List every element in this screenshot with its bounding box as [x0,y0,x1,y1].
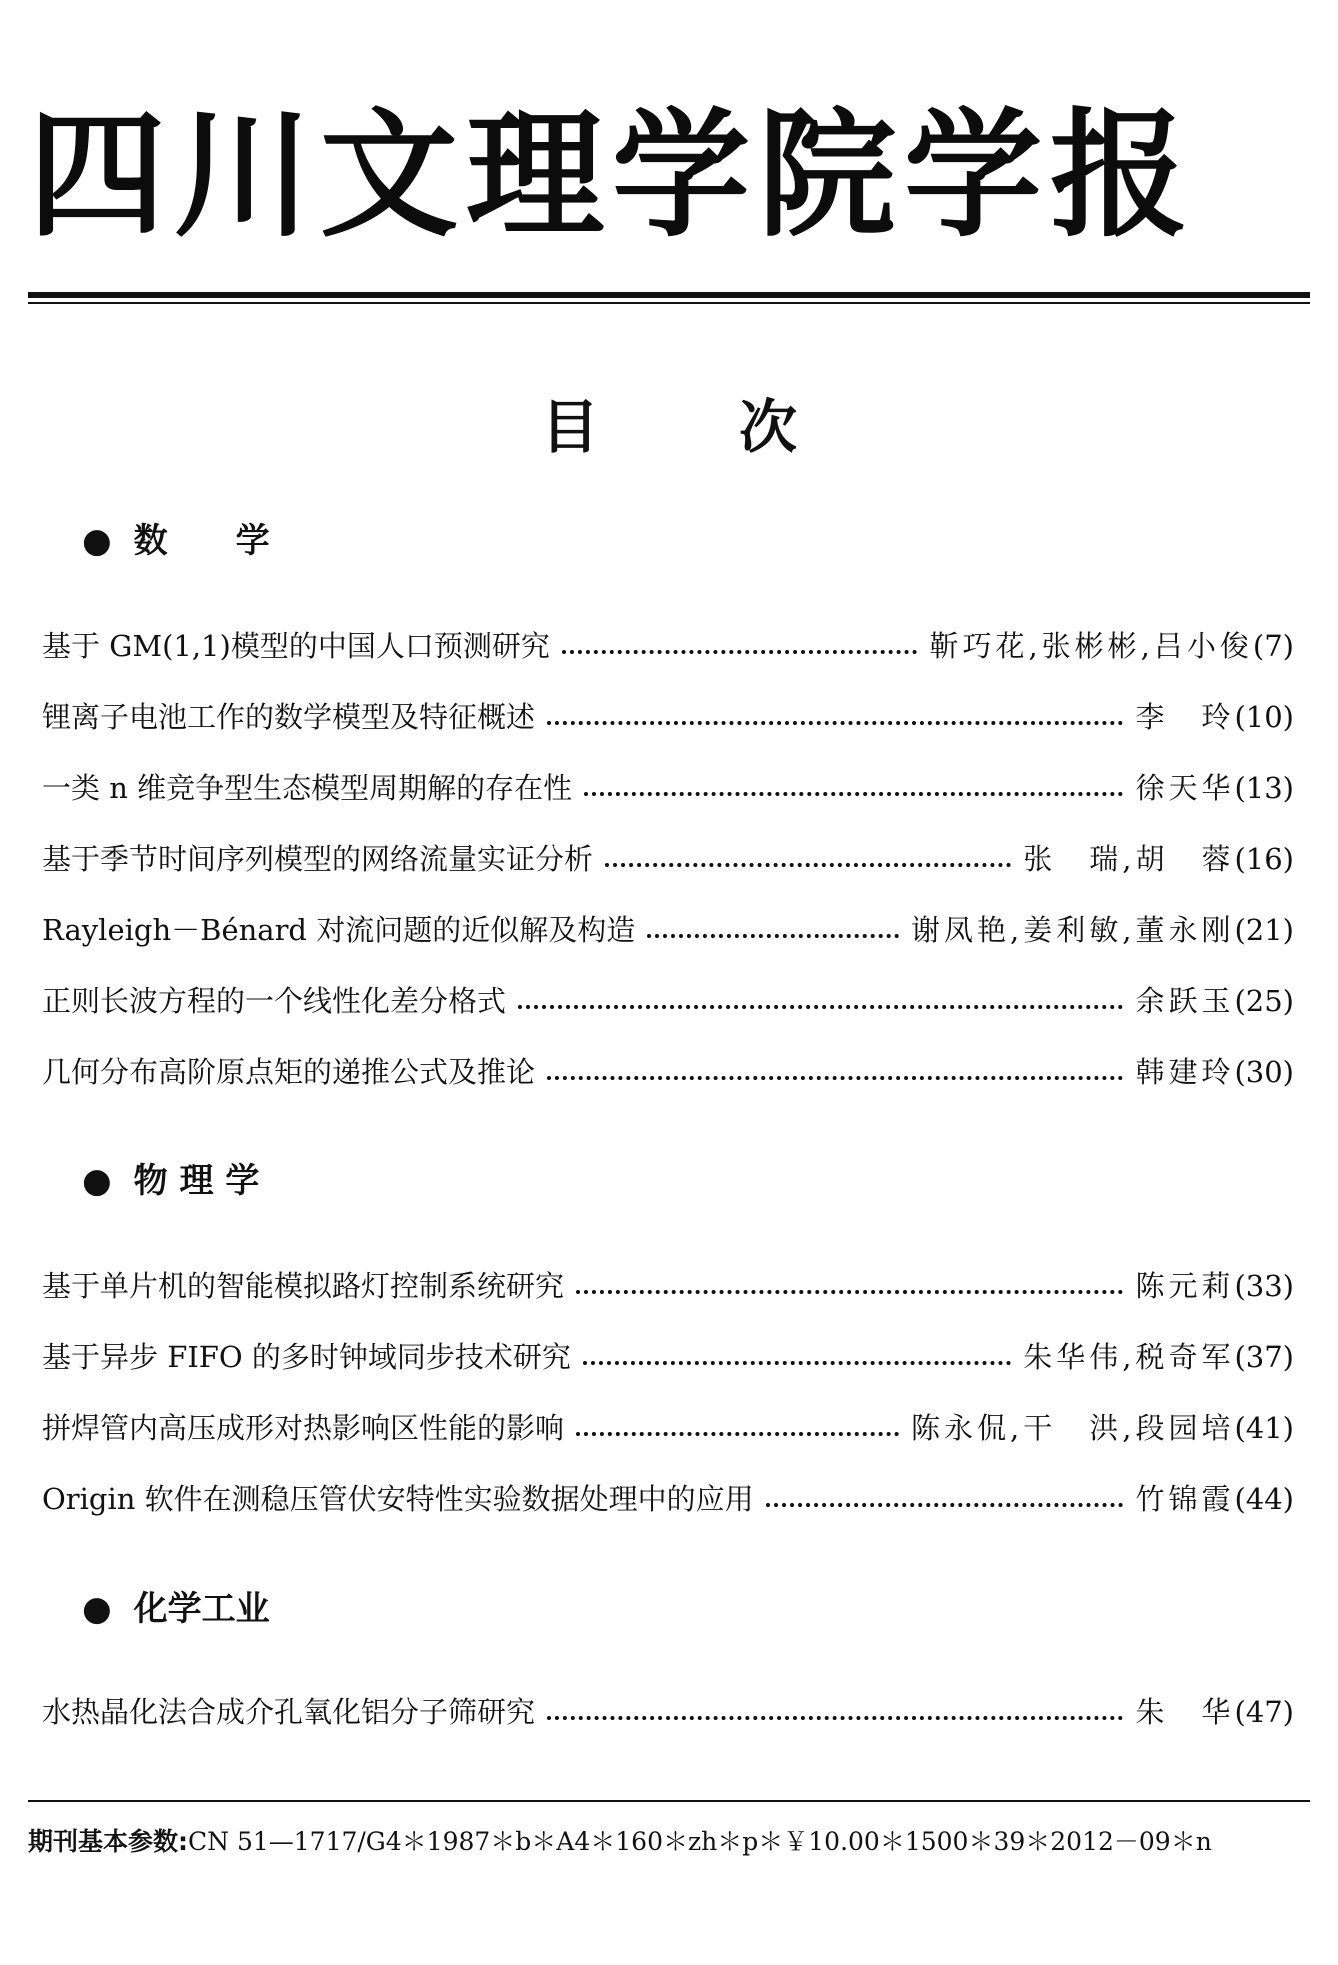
entry-authors: 谢凤艳,姜利敏,董永刚 [911,913,1235,947]
dot-leader [547,1076,1123,1080]
dot-leader [547,1716,1123,1720]
entry-title: 基于异步 FIFO 的多时钟域同步技术研究 [42,1340,571,1374]
entry-authors: 徐天华 [1135,771,1235,805]
entry-title: 基于单片机的智能模拟路灯控制系统研究 [42,1269,565,1303]
footer-rule [28,1800,1310,1802]
entry-title: 基于 GM(1,1)模型的中国人口预测研究 [42,629,550,663]
entry-authors: 张 瑞,胡 蓉 [1023,842,1235,876]
entry-authors: 朱华伟,税奇军 [1023,1340,1235,1374]
bullet-icon: ● [82,1161,112,1201]
entry-page: (44) [1234,1482,1294,1516]
entry-authors: 余跃玉 [1135,984,1235,1018]
entry-authors: 陈永侃,干 洪,段园培 [911,1411,1235,1445]
entry-title: 基于季节时间序列模型的网络流量实证分析 [42,842,594,876]
parameters-label: 期刊基本参数: [28,1827,188,1856]
entry-page: (30) [1234,1055,1294,1089]
dot-leader [518,1005,1123,1009]
entry-title: Origin 软件在测稳压管伏安特性实验数据处理中的应用 [42,1482,754,1516]
parameters-value: CN 51—1717/G4＊1987＊b＊A4＊160＊zh＊p＊￥10.00＊1500＊39＊2012－09＊n [188,1827,1212,1856]
entry-page: (41) [1234,1411,1294,1445]
entry-authors: 李 玲 [1135,700,1235,734]
toc-entry[interactable] [42,766,1294,810]
toc-entry[interactable] [42,1477,1294,1521]
section-heading-label: 数 学 [133,521,270,561]
entry-authors: 韩建玲 [1135,1055,1235,1089]
entry-authors: 竹锦霞 [1135,1482,1235,1516]
entry-page: (25) [1234,984,1294,1018]
entry-title: 几何分布高阶原点矩的递推公式及推论 [42,1055,536,1089]
entry-page: (13) [1234,771,1294,805]
entry-page: (33) [1234,1269,1294,1303]
entry-page: (47) [1234,1695,1294,1729]
entry-page: (7) [1252,629,1294,663]
entry-page: (37) [1234,1340,1294,1374]
dot-leader [584,792,1123,796]
toc-entry[interactable] [42,1406,1294,1450]
journal-parameters [28,1822,1310,1862]
dot-leader [562,650,918,654]
toc-entry[interactable] [42,695,1294,739]
entry-title: 锂离子电池工作的数学模型及特征概述 [42,700,536,734]
section-heading-label: 物 理 学 [133,1161,260,1201]
toc-entry[interactable] [42,624,1294,668]
bullet-icon: ● [82,521,112,561]
dot-leader [766,1503,1124,1507]
masthead-rule-thick [28,292,1310,298]
toc-entry[interactable] [42,1690,1294,1734]
entry-authors: 朱 华 [1135,1695,1235,1729]
dot-leader [647,934,899,938]
toc-entry[interactable] [42,837,1294,881]
toc-entry[interactable] [42,908,1294,952]
toc-entry[interactable] [42,1335,1294,1379]
section-heading-label: 化学工业 [133,1589,270,1629]
bullet-icon: ● [82,1589,112,1629]
entry-authors: 陈元莉 [1135,1269,1235,1303]
toc-entry[interactable] [42,979,1294,1023]
section-heading-physics [82,1156,259,1206]
masthead-rule-thin [28,302,1310,304]
toc-title: 目次 [540,393,937,461]
dot-leader [576,1432,899,1436]
dot-leader [547,721,1123,725]
entry-authors: 靳巧花,张彬彬,吕小俊 [929,629,1253,663]
toc-entry[interactable] [42,1264,1294,1308]
entry-title: 水热晶化法合成介孔氧化铝分子筛研究 [42,1695,536,1729]
toc-entry[interactable] [42,1050,1294,1094]
entry-title: Rayleigh－Bénard 对流问题的近似解及构造 [42,913,636,947]
entry-page: (21) [1234,913,1294,947]
dot-leader [605,863,1011,867]
entry-title: 一类 n 维竞争型生态模型周期解的存在性 [42,771,573,805]
entry-title: 拼焊管内高压成形对热影响区性能的影响 [42,1411,565,1445]
dot-leader [583,1361,1011,1365]
dot-leader [576,1290,1123,1294]
entry-page: (10) [1234,700,1294,734]
section-heading-mathematics [82,516,270,566]
entry-title: 正则长波方程的一个线性化差分格式 [42,984,507,1018]
journal-masthead: 四川文理学院学报 [28,93,1197,256]
entry-page: (16) [1234,842,1294,876]
section-heading-chemical-industry [82,1584,270,1634]
